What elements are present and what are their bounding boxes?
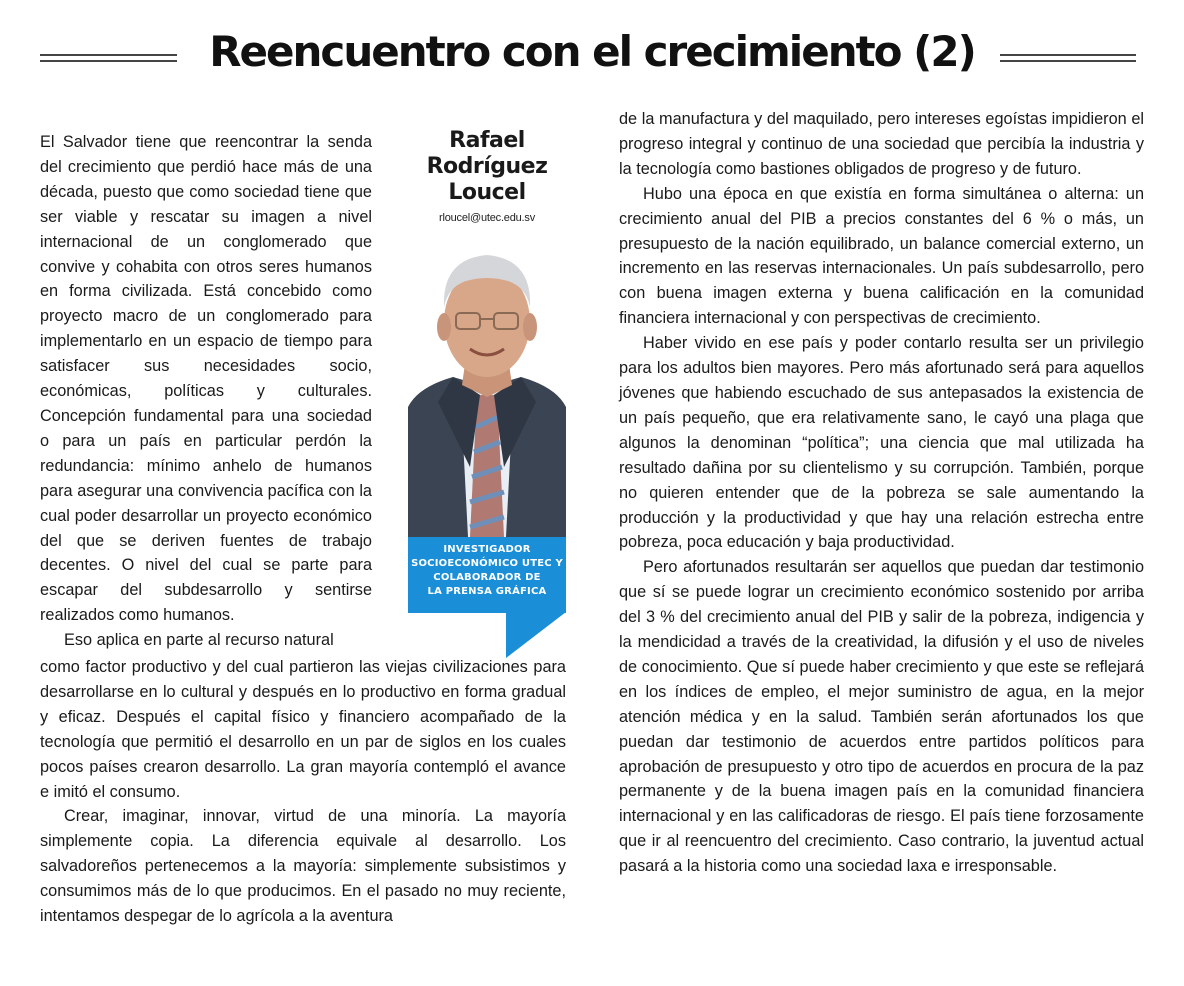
author-name-line: Rodríguez <box>426 154 548 179</box>
badge-line: COLABORADOR DE <box>433 572 541 583</box>
badge-line: SOCIOECONÓMICO UTEC Y <box>411 558 563 569</box>
paragraph: Pero afortunados resultarán ser aquellos que puedan dar testimonio que sí se puede lograr un crecimiento económico sostenido por arriba del 3 % del crecimiento anual del PIB y salir de la pobreza, indigencia y la mendicidad a través de la creatividad, la difusión y el uso de niveles de conocimiento. Que sí puede haber crecimiento y que este se reflejará en los índices de empleo, el mejor suministro de agua, en la mejor atención médica y en la salud. También serán afortunados los que puedan dar testimonio de acuerdos entre partidos políticos para aprobación de presupuesto y otro tipo de acuerdos en procura de la paz permanente y de la buena imagen país en la comunidad financiera internacional y en las calificadoras de riesgo. El país tiene forzosamente que ir al reencuentro del crecimiento. Caso contrario, la juventud actual pasará a la historia como una sociedad laxa e irresponsable. <box>619 558 1144 876</box>
author-photo <box>408 237 566 537</box>
paragraph: Hubo una época en que existía en forma simultánea o alterna: un crecimiento anual del PIB a precios constantes del 6 % o más, un presupuesto de la nación equilibrado, un balance comercial externo, un incremento en las reservas internacionales. Un país subdesarrollo, pero con buena imagen externa y buena calificación en la comunidad financiera internacional y con perspectivas de crecimiento. <box>619 184 1144 328</box>
paragraph: Crear, imaginar, innovar, virtud de una minoría. La mayoría simplemente copia. La diferencia equivale al desarrollo. Los salvadoreños pertenecemos a la mayoría: simplemente subsistimos y consumimos más de lo que producimos. En el pasado no muy reciente, intentamos despegar de lo agrícola a la aventura <box>40 807 566 926</box>
badge-line: LA PRENSA GRÁFICA <box>427 586 547 597</box>
column-left <box>40 130 372 653</box>
paragraph: El Salvador tiene que reencontrar la senda del crecimiento que perdió hace más de una década, puesto que como sociedad tiene que ser viable y rescatar su imagen a nivel internacional de un conglomerado que convive y cohabita con otros seres humanos en forma civilizada. Está concebido como proyecto macro de un conglomerado para implementarlo en un espacio de tiempo para satisfacer sus necesidades socio, económicas, políticas y culturales. Concepción fundamental para una sociedad o para un país en particular perdón la redundancia: mínimo anhelo de humanos para asegurar una convivencia pacífica con la cual poder desarrollar un proyecto económico del que se deriven fuentes de trabajo decentes. O nivel del cual se parte para escapar del subdesarrollo y sentirse realizados como humanos. <box>40 133 372 625</box>
author-name-line: Loucel <box>448 180 526 205</box>
author-name-line: Rafael <box>449 128 525 153</box>
paragraph: como factor productivo y del cual partieron las viejas civilizaciones para desarrollarse en lo cultural y después en lo productivo en forma gradual y eficaz. Después el capital físico y financiero acompañado de la tecnología que permitió el desarrollo en un par de siglos en los cuales pocos países crearon desarrollo. La gran mayoría contempló el avance e imitó el consumo. <box>40 658 566 801</box>
headline: Reencuentro con el crecimiento (2) <box>209 27 975 76</box>
paragraph: Eso aplica en parte al recurso natural <box>64 631 334 650</box>
author-box <box>408 128 566 224</box>
author-email: rloucel@utec.edu.sv <box>438 212 536 224</box>
paragraph: de la manufactura y del maquilado, pero intereses egoístas impidieron el progreso integral y continuo de una sociedad que percibía la industria y la tecnología como bastiones obligados de progreso y de futuro. <box>619 110 1144 178</box>
paragraph: Haber vivido en ese país y poder contarlo resulta ser un privilegio para los adultos bien mayores. Pero más afortunado será para aquellos jóvenes que habiendo escuchado de sus antepasados la existencia de un país pequeño, que era relativamente sano, le cayó una plaga que algunos la denominan “política”; una ciencia que mal utilizada ha resultado dañina por su clientelismo y su corrupción. También, porque no quieren entender que de la pobreza se sale aumentando la producción y la productividad y que hay una relación estrecha entre pobreza, poca educación y baja productividad. <box>619 334 1144 552</box>
headline-rule-left <box>40 54 177 62</box>
column-left-full <box>40 655 566 929</box>
column-right <box>619 107 1144 879</box>
author-title-badge <box>408 537 566 613</box>
badge-tail-arrow <box>506 612 566 658</box>
headline-rule-right <box>1000 54 1136 62</box>
badge-line: INVESTIGADOR <box>443 544 531 555</box>
